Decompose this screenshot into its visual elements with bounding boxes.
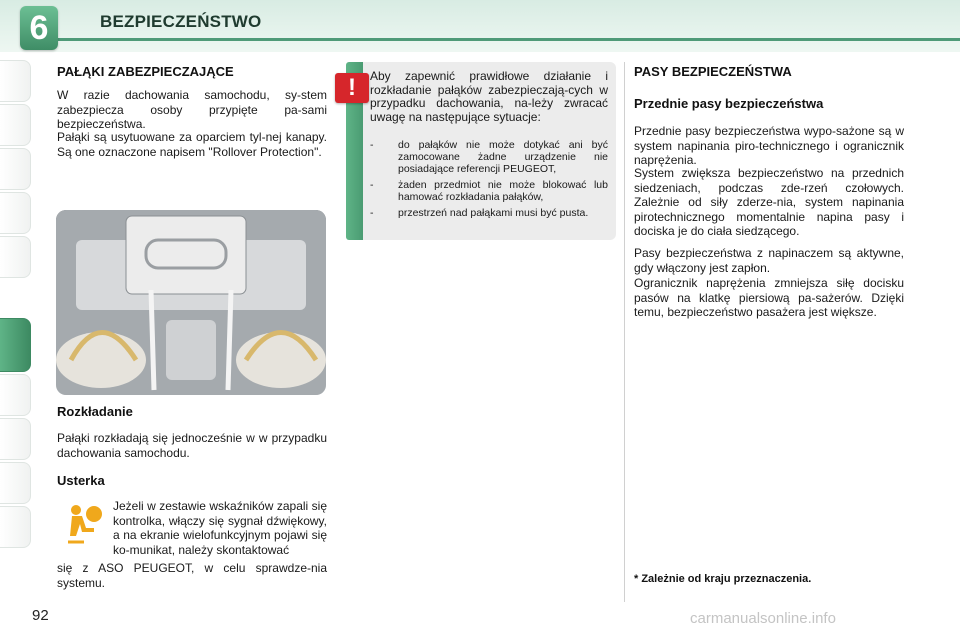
chapter-number-badge[interactable]: 6 bbox=[20, 6, 58, 50]
fault-subtitle: Usterka bbox=[57, 473, 105, 488]
site-watermark[interactable]: carmanualsonline.info bbox=[690, 610, 836, 627]
chapter-tab-9[interactable] bbox=[0, 462, 31, 504]
warning-list-item: - przestrzeń nad pałąkami musi być pusta. bbox=[370, 207, 589, 219]
warning-list bbox=[370, 139, 608, 223]
deploy-subtitle: Rozkładanie bbox=[57, 404, 133, 419]
chapter-title: BEZPIECZEŃSTWO bbox=[100, 12, 262, 31]
chapter-tab-10[interactable] bbox=[0, 506, 31, 548]
front-seatbelts-subtitle: Przednie pasy bezpieczeństwa bbox=[634, 96, 824, 111]
seatbelts-paragraph-4: Ogranicznik naprężenia zmniejsza siłę docisku pasów na klatkę piersiową pa-sażerów. Dzięki temu, bezpieczeństwo pasażera jest większe. bbox=[634, 276, 904, 319]
warning-list-item: - żaden przedmiot nie może blokować lub hamować rozkładania pałąków, bbox=[370, 179, 608, 203]
rollover-intro-paragraph-2: Pałąki są usytuowane za oparciem tyl-nej kanapy. Są one oznaczone napisem "Rollover Protection". bbox=[57, 130, 327, 159]
seatbelts-paragraph-3: Pasy bezpieczeństwa z napinaczem są aktywne, gdy włączony jest zapłon. bbox=[634, 246, 904, 275]
warning-intro: Aby zapewnić prawidłowe działanie i rozkładanie pałąków zabezpieczają-cych w przypadku dachowania, na-leży zwracać uwagę na następujące sytuacje: bbox=[370, 69, 608, 124]
warning-exclamation-icon: ! bbox=[335, 73, 369, 103]
chapter-tabs bbox=[0, 60, 34, 580]
rollover-intro-paragraph-1: W razie dachowania samochodu, sy-stem zabezpiecza osoby przypięte pa-sami bezpieczeństwa. bbox=[57, 88, 327, 131]
chapter-tab-5[interactable] bbox=[0, 236, 31, 278]
deploy-paragraph: Pałąki rozkładają się jednocześnie w w przypadku dachowania samochodu. bbox=[57, 431, 327, 460]
center-console bbox=[166, 320, 216, 380]
chapter-tab-6-active[interactable] bbox=[0, 318, 31, 372]
warning-list-item: - do pałąków nie może dotykać ani być zamocowane żadne urządzenie nie posiadające referencji PEUGEOT, bbox=[370, 139, 608, 175]
chapter-tab-1[interactable] bbox=[0, 60, 31, 102]
column-divider bbox=[624, 62, 625, 602]
page-number: 92 bbox=[32, 607, 49, 624]
chapter-tab-3[interactable] bbox=[0, 148, 31, 190]
country-footnote: * Zależnie od kraju przeznaczenia. bbox=[634, 573, 812, 585]
right-belt bbox=[228, 290, 231, 390]
right-seat bbox=[236, 332, 326, 388]
label-closeup-inset bbox=[126, 216, 246, 294]
fault-paragraph-continued: się z ASO PEUGEOT, w celu sprawdze-nia systemu. bbox=[57, 561, 327, 590]
chapter-tab-4[interactable] bbox=[0, 192, 31, 234]
airbag-warning-icon bbox=[64, 502, 104, 546]
rollover-section-title: PAŁĄKI ZABEZPIECZAJĄCE bbox=[57, 64, 234, 79]
car-interior-illustration bbox=[56, 210, 326, 395]
seatbelts-paragraph-2: System zwiększa bezpieczeństwo na przednich siedzeniach, podczas zde-rzeń czołowych. Zależnie od siły zderze-nia, system napinania pirotechnicznego momentalnie napina pasy i dociska je do ciała siedzącego. bbox=[634, 166, 904, 238]
left-belt bbox=[151, 290, 154, 390]
seatbelts-section-title: PASY BEZPIECZEŃSTWA bbox=[634, 64, 792, 79]
chapter-tab-8[interactable] bbox=[0, 418, 31, 460]
rollover-bars-photo bbox=[56, 210, 326, 395]
chapter-tab-7[interactable] bbox=[0, 374, 31, 416]
left-seat bbox=[56, 332, 146, 388]
header-rule bbox=[58, 38, 960, 41]
chapter-tab-2[interactable] bbox=[0, 104, 31, 146]
fault-paragraph-indented: Jeżeli w zestawie wskaźników zapali się kontrolka, włączy się sygnał dźwiękowy, a na ekranie wielofunkcyjnym pojawi się ko-munikat, należy skontaktować bbox=[113, 499, 327, 557]
seatbelts-paragraph-1: Przednie pasy bezpieczeństwa wypo-sażone są w system napinania piro-technicznego i ogranicznik naprężenia. bbox=[634, 124, 904, 167]
